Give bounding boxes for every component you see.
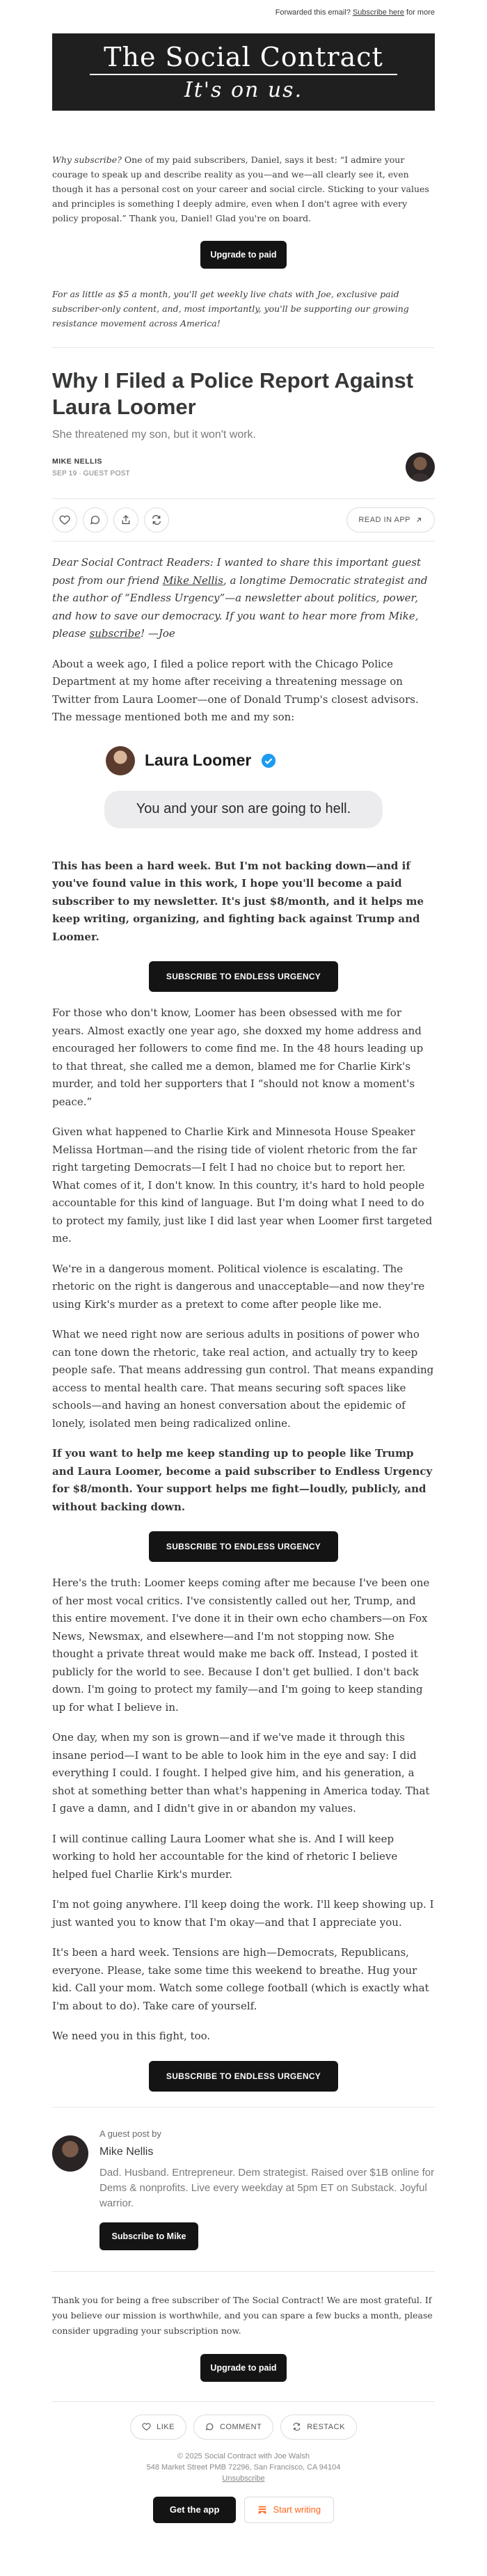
divider <box>52 2107 435 2108</box>
subscribe-endless-urgency-button[interactable]: SUBSCRIBE TO ENDLESS URGENCY <box>149 1531 338 1562</box>
subscribe-to-mike-button[interactable]: Subscribe to Mike <box>99 2222 198 2250</box>
subscribe-endless-urgency-button[interactable]: SUBSCRIBE TO ENDLESS URGENCY <box>149 961 338 992</box>
paragraph: One day, when my son is grown—and if we've made it through this insane period—I want to be able to look him in the eye and say: I did everything I could. I fought. I helped give him, and his generation, a shot at something better than what's happening in America today. That I gave a damn, and I didn't give in or abandon my values. <box>52 1731 430 1815</box>
header-promo-text <box>52 152 435 226</box>
comment-button[interactable] <box>83 507 108 532</box>
footer-like-button[interactable] <box>130 2415 186 2440</box>
read-in-app-label: READ IN APP <box>358 516 410 524</box>
like-button[interactable] <box>52 507 77 532</box>
bold-appeal: If you want to help me keep standing up to people like Trump and Laura Loomer, become a paid subscriber to Endless Urgency for $8/month. Your support helps me fight—loudly, publicly, and without backing down. <box>52 1447 433 1513</box>
author-avatar[interactable] <box>406 452 435 482</box>
editor-intro <box>52 554 435 643</box>
intro-text-c: ! —Joe <box>141 627 175 640</box>
footer-comment-button[interactable] <box>193 2415 273 2440</box>
paragraph: Here's the truth: Loomer keeps coming after me because I've been one of her most vocal critics. I've consistently called out her, Trump, and this entire movement. I've done it in their own echo chambers—on Fox News, Newsmax, and elsewhere—and I'm not stopping now. She thought a private threat would make me back off. Instead, I posted it publicly for the world to see. Because I don't get bullied. I don't back down. I'm going to protect my family—and I'm going to keep standing up for what I believe in. <box>52 1577 430 1714</box>
share-button[interactable] <box>113 507 138 532</box>
footer-upgrade-button[interactable]: Upgrade to paid <box>200 2354 287 2382</box>
mike-nellis-link[interactable]: Mike Nellis <box>162 574 223 587</box>
masthead-title: The Social Contract <box>90 42 397 75</box>
paragraph: We need you in this fight, too. <box>52 2030 211 2042</box>
guest-avatar[interactable] <box>52 2135 88 2172</box>
heart-icon <box>59 514 70 526</box>
get-the-app-button[interactable]: Get the app <box>153 2497 237 2523</box>
forwarded-text: Forwarded this email? <box>275 8 351 17</box>
unsubscribe-link[interactable]: Unsubscribe <box>222 2474 265 2483</box>
comment-icon <box>205 2422 214 2431</box>
restack-button[interactable] <box>144 507 169 532</box>
author-name[interactable]: MIKE NELLIS <box>52 457 103 466</box>
start-writing-button[interactable] <box>244 2497 334 2523</box>
paragraph: About a week ago, I filed a police report with the Chicago Police Department at my home after receiving a threatening message on Twitter from Laura Loomer—one of Donald Trump's closest advisors. The message mentioned both me and my son: <box>52 657 419 723</box>
upgrade-to-paid-button[interactable]: Upgrade to paid <box>200 241 287 269</box>
external-arrow-icon <box>415 516 423 524</box>
comment-icon <box>90 514 101 526</box>
intro-text-b: , a longtime Democratic strategist and the author of “Endless Urgency”—a newsletter about politics, power, and how to save our democracy. If you want to hear more from Mike, please <box>52 574 428 640</box>
forwarded-suffix: for more <box>406 8 435 17</box>
paragraph: It's been a hard week. Tensions are high—Democrats, Republicans, everyone. Please, take some time this weekend to breathe. Hug your kid. Call your mom. Watch some college football (which is exactly what I'm about to do). Take care of yourself. <box>52 1946 429 2012</box>
post-action-bar <box>52 498 435 542</box>
intro-text-a: Dear Social Contract Readers: I wanted to share this important guest post from our friend <box>52 556 422 587</box>
copyright-text: © 2025 Social Contract with Joe Walsh <box>177 2451 310 2460</box>
address-text: 548 Market Street PMB 72296, San Francisco, CA 94104 <box>146 2463 341 2472</box>
email-column <box>52 0 435 2523</box>
app-buttons <box>52 2497 435 2523</box>
footer-actions <box>52 2415 435 2440</box>
promo-footnote: For as little as $5 a month, you'll get weekly live chats with Joe, exclusive paid subscriber-only content, and, most importantly, you'll be supporting our growing resistance movement across America! <box>52 289 409 329</box>
heart-icon <box>142 2422 151 2431</box>
subscribe-link[interactable]: subscribe <box>89 627 141 640</box>
guest-name[interactable]: Mike Nellis <box>99 2145 154 2158</box>
guest-label: A guest post by <box>99 2128 161 2139</box>
loomer-name: Laura Loomer <box>145 750 252 769</box>
masthead-tagline: It's on us. <box>184 78 303 102</box>
divider <box>52 2401 435 2402</box>
footer-copyright <box>52 2451 435 2484</box>
divider <box>52 347 435 348</box>
forwarded-bar <box>52 0 435 25</box>
restack-icon <box>292 2422 301 2431</box>
message-bubble: You and your son are going to hell. <box>104 791 383 828</box>
why-subscribe-label: Why subscribe? <box>52 155 122 165</box>
post-meta: SEP 19 ∙ GUEST POST <box>52 469 131 477</box>
post-title[interactable]: Why I Filed a Police Report Against Laura Loomer <box>52 368 414 419</box>
subscribe-endless-urgency-button[interactable]: SUBSCRIBE TO ENDLESS URGENCY <box>149 2061 338 2092</box>
verified-badge-icon <box>261 753 276 768</box>
post-body <box>52 554 435 2092</box>
divider <box>52 2271 435 2272</box>
like-label: LIKE <box>157 2422 175 2431</box>
guest-bio: Dad. Husband. Entrepreneur. Dem strategist. Raised over $1B online for Dems & nonprofits. Live every weekday at 5pm ET on Substack. Joyful warrior. <box>99 2166 435 2209</box>
loomer-avatar <box>106 746 135 775</box>
start-writing-label: Start writing <box>273 2504 321 2515</box>
paragraph: I'm not going anywhere. I'll keep doing the work. I'll keep showing up. I just wanted you to know that I'm okay—and that I appreciate you. <box>52 1898 434 1929</box>
paragraph: For those who don't know, Loomer has been obsessed with me for years. Almost exactly one year ago, she doxxed my home address and encouraged her followers to come find me. In the 48 hours leading up to that threat, she called me a demon, blamed me for Charlie Kirk's murder, and told her supporters that I “should not know a moment's peace.” <box>52 1006 424 1108</box>
post-subtitle: She threatened my son, but it won't work. <box>52 429 256 441</box>
bold-appeal: This has been a hard week. But I'm not backing down—and if you've found value in this work, I hope you'll become a paid subscriber to my newsletter. It's just $8/month, and it helps me keep writing, organizing, and fighting back against Trump and Loomer. <box>52 859 424 943</box>
masthead-banner[interactable] <box>52 33 435 111</box>
paragraph: Given what happened to Charlie Kirk and Minnesota House Speaker Melissa Hortman—and the rising tide of violent rhetoric from the far right targeting Democrats—I felt I had no choice but to report her. What comes of it, I don't know. In this country, it's hard to hold people accountable for this kind of language. But I'm doing what I need to do to protect my family, just like I did last year when Loomer first targeted me. <box>52 1125 433 1244</box>
comment-label: COMMENT <box>219 2422 262 2431</box>
tweet-screenshot[interactable] <box>97 746 390 842</box>
paragraph: What we need right now are serious adults in positions of power who can tone down the rhetoric, take real action, and actually try to keep people safe. That means addressing gun control. That means expanding access to mental health care. That means securing soft spaces like schools—and having an honest conversation about the epidemic of lonely, isolated men being radicalized online. <box>52 1328 434 1430</box>
byline <box>52 452 435 482</box>
paragraph: I will continue calling Laura Loomer what she is. And I will keep working to hold her accountable for the kind of rhetoric I believe helped fuel Charlie Kirk's murder. <box>52 1832 398 1881</box>
footer-note: Thank you for being a free subscriber of The Social Contract! We are most grateful. If you believe our mission is worthwhile, and you can spare a few bucks a month, please consider upgrading your subscription now. <box>52 2294 433 2336</box>
subscribe-here-link[interactable]: Subscribe here <box>352 8 404 17</box>
substack-logo-icon <box>257 2505 267 2515</box>
read-in-app-button[interactable] <box>346 507 435 532</box>
promo-quote: One of my paid subscribers, Daniel, says it best: “I admire your courage to speak up and describe reality as you—and we—all clearly see it, even though it has a personal cost on your career and social circle. Sticking to your values and principles is something I deeply admire, even when I don't agree with every policy proposal.” Thank you, Daniel! Glad you're on board. <box>52 155 429 223</box>
guest-author-card <box>52 2128 435 2250</box>
footer-restack-button[interactable] <box>280 2415 357 2440</box>
share-icon <box>120 514 131 526</box>
paragraph: We're in a dangerous moment. Political violence is escalating. The rhetoric on the right is dangerous and unacceptable—and now they're using Kirk's murder as a pretext to come after people like me. <box>52 1262 425 1311</box>
restack-label: RESTACK <box>307 2422 345 2431</box>
restack-icon <box>151 514 162 526</box>
